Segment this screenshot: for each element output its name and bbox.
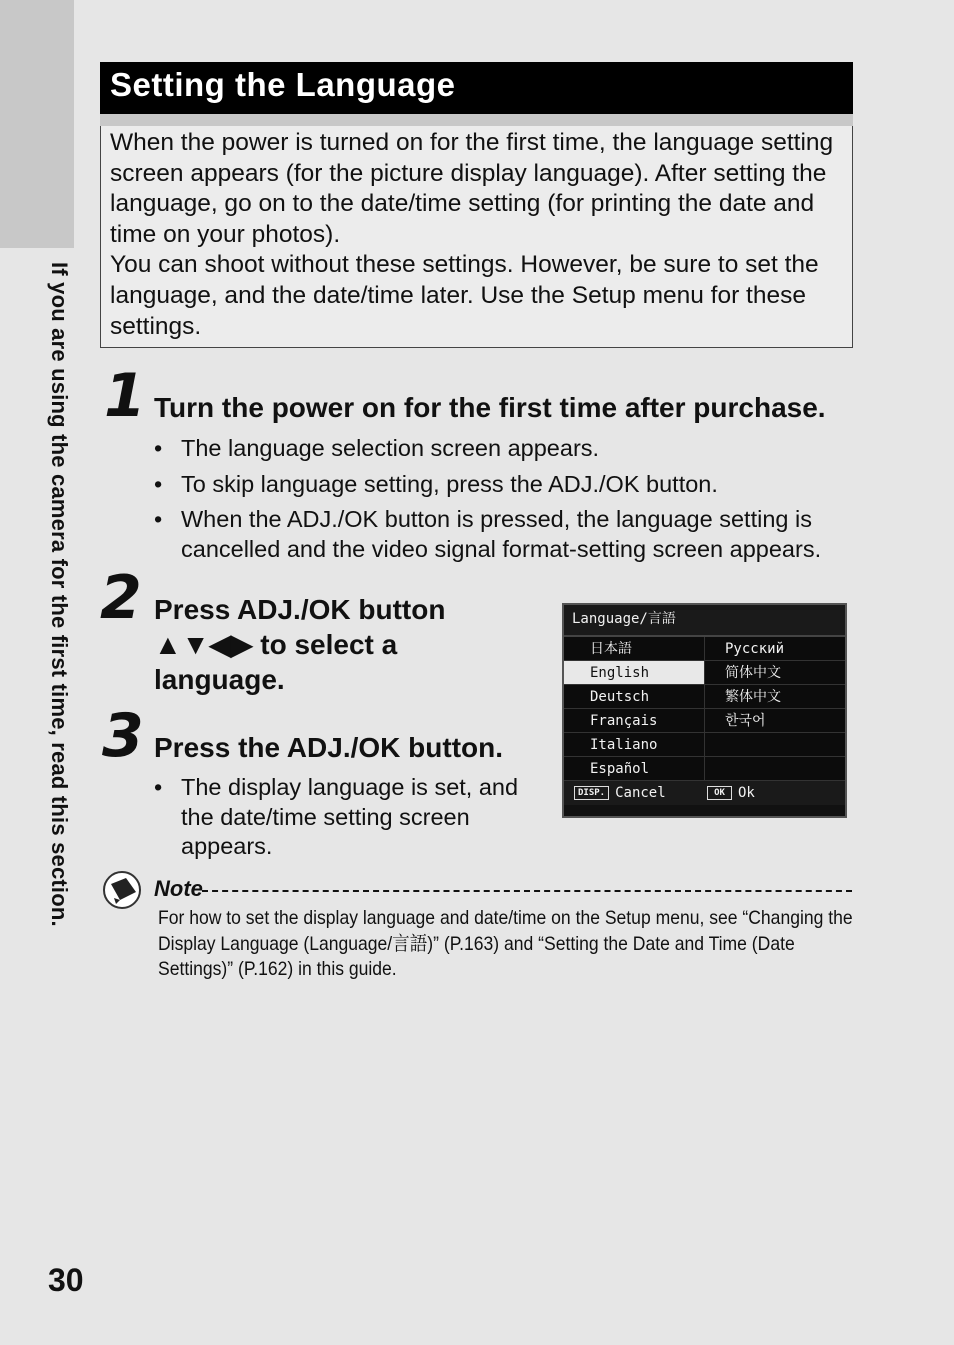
language-option-empty (704, 757, 845, 781)
disp-key-icon: DISP. (574, 786, 609, 800)
step-3-title: Press the ADJ./OK button. (154, 732, 504, 763)
language-option[interactable]: 한국어 (704, 709, 845, 733)
cancel-label[interactable]: Cancel (615, 785, 666, 801)
lcd-footer (564, 781, 845, 805)
title-underline (100, 114, 853, 126)
section-title: Setting the Language (100, 62, 853, 114)
language-option[interactable]: Italiano (564, 733, 704, 757)
step-1-bullets (154, 434, 844, 570)
side-tab (0, 0, 74, 248)
intro-box (100, 126, 853, 348)
step-2-number: 2 (100, 563, 142, 633)
language-option[interactable]: 简体中文 (704, 661, 845, 685)
note-body: For how to set the display language and date/time on the Setup menu, see “Changing the Display Language (Language/言語)” (P.163) and “Setting the Date and Time (Date Settings)” (P.162) in this guide. (158, 907, 853, 980)
step-3-number: 3 (102, 701, 144, 771)
note-pencil-icon (102, 870, 142, 910)
language-option[interactable]: 繁体中文 (704, 685, 845, 709)
list-item: • The language selection screen appears. (154, 434, 844, 464)
step-1-number: 1 (104, 361, 146, 431)
list-item: • When the ADJ./OK button is pressed, the language setting is cancelled and the video signal format-setting screen appears. (154, 505, 844, 564)
language-option[interactable]: Español (564, 757, 704, 781)
language-screen (562, 603, 847, 818)
language-option-empty (704, 733, 845, 757)
side-section-label: If you are using the camera for the first time, read this section. (47, 262, 72, 927)
page-number: 30 (48, 1262, 84, 1298)
lcd-header: Language/言語 (564, 605, 845, 637)
ok-key-icon: OK (707, 786, 732, 800)
list-item: • The display language is set, and the date/time setting screen appears. (154, 773, 544, 862)
intro-paragraph-2: You can shoot without these settings. However, be sure to set the language, and the date/time later. Use the Setup menu for these settings. (110, 251, 819, 340)
language-option-selected[interactable]: English (564, 661, 704, 685)
intro-paragraph-1: When the power is turned on for the first time, the language setting screen appears (for the picture display language). After setting the language, go on to the date/time setting (for printing the date and time on your photos). (110, 129, 834, 248)
step-2-title: Press ADJ./OK button ▲▼◀▶ to select a language. (154, 594, 446, 695)
note-title: Note (154, 876, 203, 901)
step-3-bullets (154, 773, 544, 868)
note-divider (202, 890, 852, 892)
list-item: • To skip language setting, press the ADJ./OK button. (154, 470, 844, 500)
language-option[interactable]: 日本語 (564, 637, 704, 661)
language-option[interactable]: Français (564, 709, 704, 733)
step-1-title: Turn the power on for the first time after purchase. (154, 392, 826, 423)
language-option[interactable]: Русский (704, 637, 845, 661)
ok-label[interactable]: Ok (737, 785, 755, 801)
language-option[interactable]: Deutsch (564, 685, 704, 709)
lcd-language-grid (564, 637, 845, 781)
